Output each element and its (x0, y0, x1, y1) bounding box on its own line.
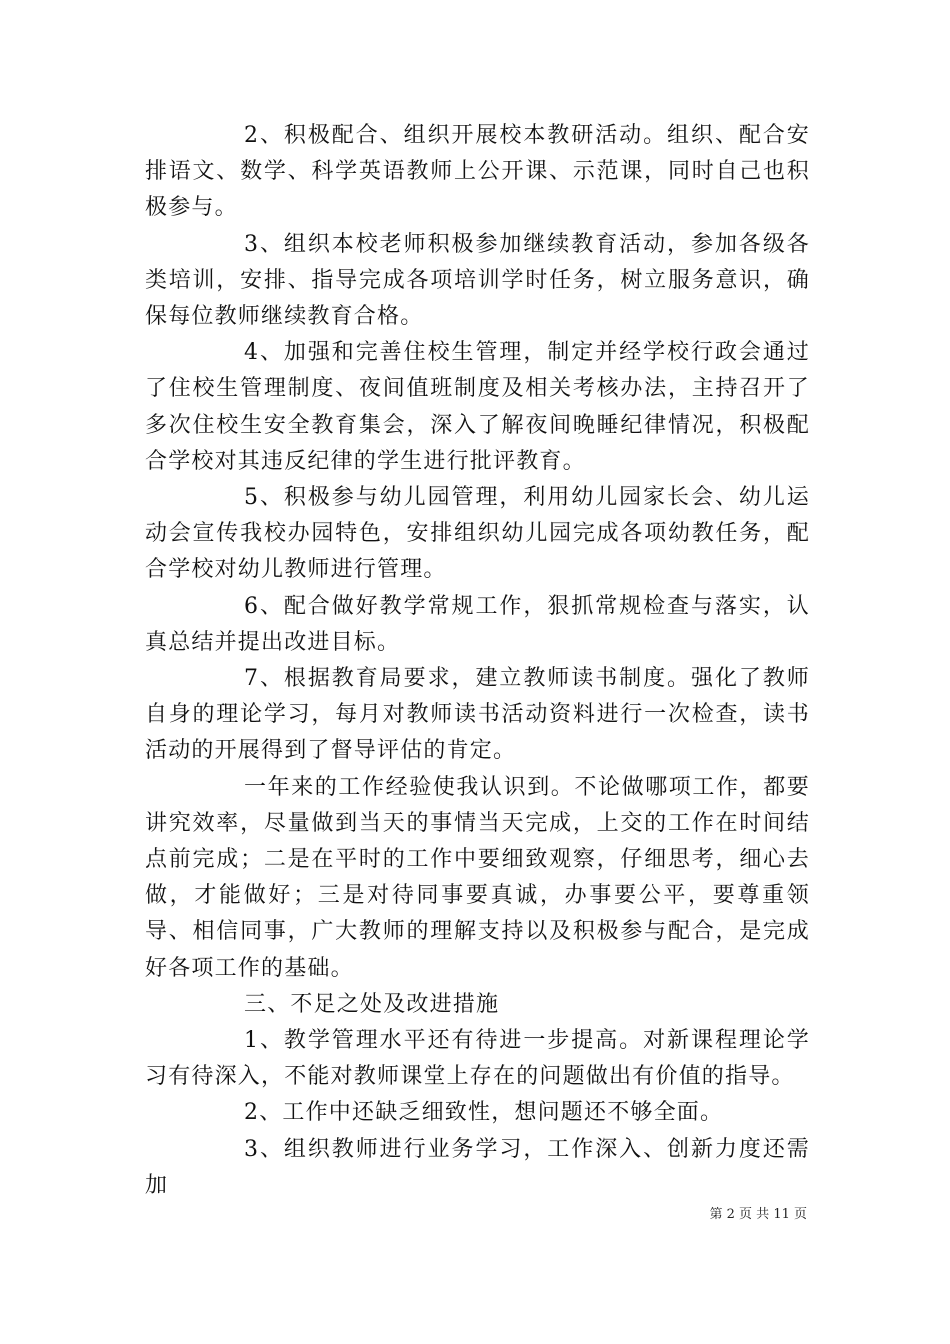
paragraph: 一年来的工作经验使我认识到。不论做哪项工作，都要讲究效率，尽量做到当天的事情当天完成，上交的工作在时间结点前完成；二是在平时的工作中要细致观察，仔细思考，细心去做，才能做好；三是对待同事要真诚，办事要公平，要尊重领导、相信同事，广大教师的理解支持以及积极参与配合，是完成好各项工作的基础。 (145, 774, 810, 981)
paragraph: 4、加强和完善住校生管理，制定并经学校行政会通过了住校生管理制度、夜间值班制度及相关考核办法，主持召开了多次住校生安全教育集会，深入了解夜间晚睡纪律情况，积极配合学校对其违反纪律的学生进行批评教育。 (145, 340, 810, 474)
paragraph: 3、组织本校老师积极参加继续教育活动，参加各级各类培训，安排、指导完成各项培训学时任务，树立服务意识，确保每位教师继续教育合格。 (145, 231, 810, 330)
section-heading: 三、不足之处及改进措施 (244, 991, 500, 1017)
page-number: 第 2 页 共 11 页 (709, 1207, 807, 1222)
document-body (145, 118, 810, 1204)
paragraph: 2、积极配合、组织开展校本教研活动。组织、配合安排语文、数学、科学英语教师上公开课、示范课，同时自己也积极参与。 (145, 123, 810, 221)
paragraph: 1、教学管理水平还有待进一步提高。对新课程理论学习有待深入，不能对教师课堂上存在的问题做出有价值的指导。 (145, 1028, 810, 1090)
paragraph: 2、工作中还缺乏细致性，想问题还不够全面。 (244, 1100, 724, 1126)
paragraph: 7、根据教育局要求，建立教师读书制度。强化了教师自身的理论学习，每月对教师读书活动资料进行一次检查，读书活动的开展得到了督导评估的肯定。 (145, 666, 810, 764)
paragraph: 3、组织教师进行业务学习，工作深入、创新力度还需加 (145, 1136, 810, 1198)
paragraph: 5、积极参与幼儿园管理，利用幼儿园家长会、幼儿运动会宣传我校办园特色，安排组织幼儿园完成各项幼教任务，配合学校对幼儿教师进行管理。 (145, 485, 810, 583)
paragraph: 6、配合做好教学常规工作，狠抓常规检查与落实，认真总结并提出改进目标。 (145, 593, 810, 655)
